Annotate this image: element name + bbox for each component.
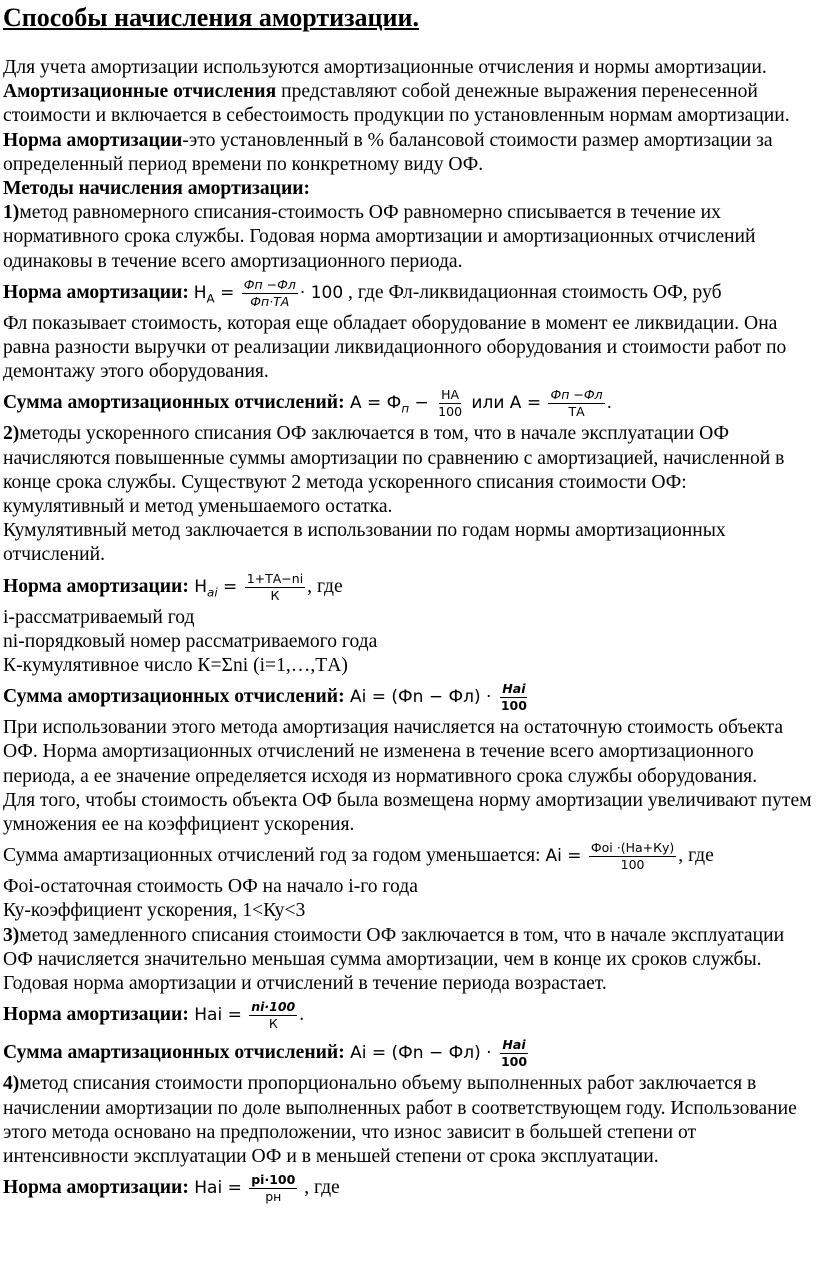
formula-label: Норма амортизации: [3,281,189,303]
definition-text: -это установленный в % балансовой стоимости размер амортизации за определенный период времени по конкретному виду ОФ. [3,129,773,175]
definition-line: ni-порядковый номер рассматриваемого года [3,630,378,652]
formula-label: Норма амортизации: [3,575,189,597]
term-depreciation-rate: Норма амортизации [3,129,183,151]
method-3-sum-formula: Сумма амартизационных отчислений: Аi = (Фn − Фл) · $\frac{\text{Нai}}{100}$ [3,1037,528,1070]
liquidation-value-text: Фл показывает стоимость, которая еще обладает оборудование в момент ее ликвидации. Она равна разности выручки от реализации ликвидационного оборудования и стоимости работ по демонтажу этого оборудования. [3,312,787,383]
definition-depreciation-charges [3,80,812,128]
method-1-paragraph: 1)метод равномерного списания-стоимость ОФ равномерно списывается в течение их нормативного срока службы. Годовая норма амортизации и амортизационных отчислений одинаковы в течение всего амортизационного периода. [3,202,756,272]
fraction: $\frac{\text{Фoi ·(На+Ку)}}{100}$ [590,840,675,873]
method-3-norm-formula: Норма амортизации: Нai = $\frac{ni\cdot 100}{К}$ . [3,999,305,1032]
method-2-norm-formula: Норма амортизации: $Н_{ai}$ = $\frac{1+ТА-ni}{К}$ , где [3,570,343,603]
fraction: $\frac{ni\cdot 100}{К}$ [251,999,296,1032]
term-depreciation-charges: Амортизационные отчисления [3,81,277,103]
method-number: 4) [3,1073,20,1095]
document-page [0,2,816,1207]
method-2-paragraph: 2)методы ускоренного списания ОФ заключается в том, что в начале эксплуатации ОФ начисляются повышенные суммы амортизации по сравнению с амортизацией, начисленной в конце срока службы. Существуют 2 метода ускоренного списания стоимости ОФ: кумулятивный и метод уменьшаемого остатка. [3,423,785,518]
formula-label: Сумма амортизационных отчислений: [3,392,345,414]
method-3-paragraph: 3)метод замедленного списания стоимости ОФ заключается в том, что в начале эксплуатации ОФ начисляется значительно меньшая сумма амортизации, чем в конце их сроков службы. Годовая норма амортизации и отчислений в течение периода возрастает. [3,924,785,995]
method-1-sum-formula: Сумма амортизационных отчислений: $А = Ф_п$ − $\frac{НА}{100}$ или А = $\frac{Фп -Фл}{ТА}$ . [3,387,613,420]
fraction: $\frac{Фп -Фл}{Фп\cdot ТА}$ [243,276,296,309]
formula-label: Сумма амортизационных отчислений: [3,686,345,708]
fraction: $\frac{pi\cdot 100}{pн}$ [251,1172,296,1205]
residual-value-text: При использовании этого метода амортизация начисляется на остаточную стоимость объекта ОФ. Норма амортизационных отчислений не изменена в течение всего амортизационного периода, а ее значение определяется исходя из нормативного срока службы оборудования. [3,717,784,787]
fraction: $\frac{\text{Нai}}{100}$ [500,681,527,714]
declining-sum-formula: Сумма амартизационных отчислений год за годом уменьшается: Аi = $\frac{\text{Фoi ·(На+Ку)}}{100}$ , где [3,840,714,873]
fraction: $\frac{НА}{100}$ [438,387,463,420]
fraction: $\frac{\text{Нai}}{100}$ [500,1037,528,1070]
method-2-sum-formula: Сумма амортизационных отчислений: Аi = (Фn − Фл) · $\frac{\text{Нai}}{100}$ [3,681,527,714]
definition-line: К-кумулятивное число К=Σni (i=1,…,TА) [3,655,348,677]
fraction: $\frac{Фп -Фл}{ТА}$ [550,387,603,420]
cumulative-method-text: Кумулятивный метод заключается в использовании по годам нормы амортизационных отчислений. [3,520,726,566]
method-number: 2) [3,423,20,445]
formula-label: Норма амортизации: [3,1004,189,1026]
definition-text: представляют собой денежные выражения перенесенной стоимости и включается в себестоимость продукции по установленным нормам амортизации. [3,81,790,127]
acceleration-text: Для того, чтобы стоимость объекта ОФ была возмещена норму амортизации увеличивают путем умножения ее на коэффициент ускорения. [3,789,812,836]
method-number: 1) [3,202,20,224]
methods-heading: Методы начисления амортизации: [3,178,311,200]
fraction: $\frac{1+ТА-ni}{К}$ [246,570,304,603]
formula-label: Сумма амартизационных отчислений: [3,1042,345,1064]
intro-paragraph: Для учета амортизации используются амортизационные отчисления и нормы амортизации. [3,57,767,78]
definition-line: i-рассматриваемый год [3,606,195,628]
definition-depreciation-rate [3,129,812,177]
method-1-norm-formula: Норма амортизации: $Н_А$ = $\frac{Фп -Фл}{Фп\cdot ТА}$ · 100 , где Фл-ликвидационная стоимость ОФ, руб [3,276,722,309]
method-4-paragraph: 4)метод списания стоимости пропорционально объему выполненных работ заключается в начислении амортизации по доле выполненных работ в соответствующем году. Использование этого метода основано на предположении, что износ зависит в большей степени от интенсивности эксплуатации ОФ и в меньшей степени от срока эксплуатации. [3,1073,797,1167]
formula-label: Норма амортизации: [3,1177,189,1199]
definition-line: Ку-коэффициент ускорения, 1<Ку<3 [3,900,306,922]
method-number: 3) [3,924,20,946]
method-4-norm-formula: Норма амортизации: Нai = $\frac{pi\cdot 100}{pн}$ , где [3,1172,340,1205]
definition-line: Фoi-остаточная стоимость ОФ на начало i-го года [3,876,418,898]
page-title: Способы начисления амортизации. [3,3,419,32]
